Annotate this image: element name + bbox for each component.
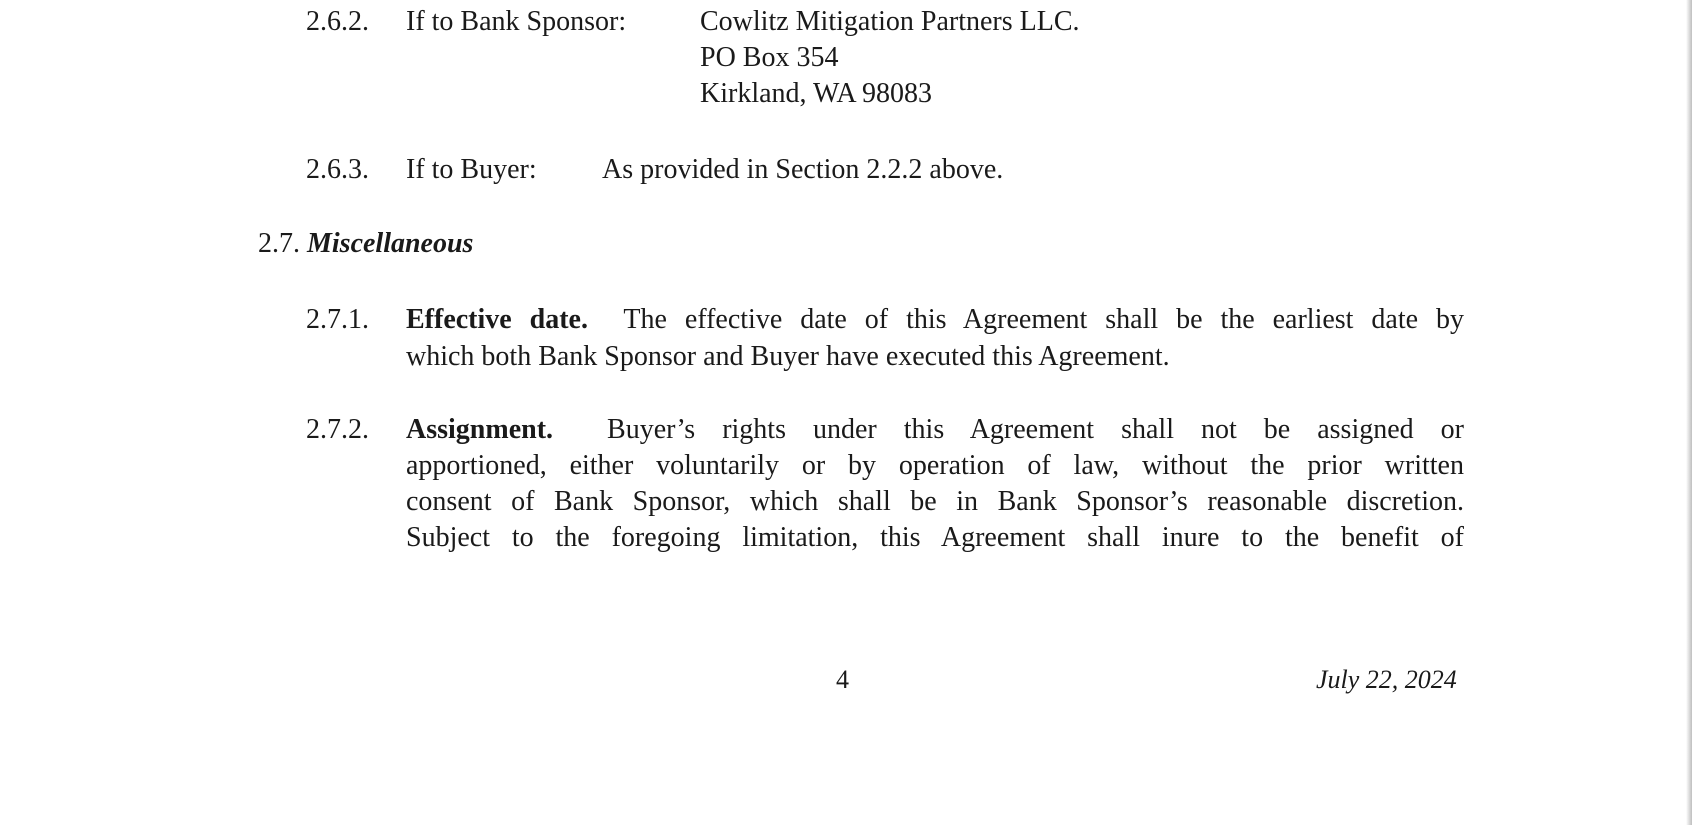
bank-sponsor-po-box: PO Box 354 xyxy=(700,42,839,73)
effective-date-line-2: which both Bank Sponsor and Buyer have executed this Agreement. xyxy=(406,341,1170,372)
page-number: 4 xyxy=(836,665,849,694)
effective-date-paragraph xyxy=(406,302,1464,338)
section-2-7-heading xyxy=(258,226,473,262)
section-title-miscellaneous: Miscellaneous xyxy=(307,228,474,259)
effective-date-heading: Effective date. xyxy=(406,304,588,335)
section-number-2-7-2: 2.7.2. xyxy=(306,414,369,445)
section-number-2-7-1: 2.7.1. xyxy=(306,304,369,335)
page-edge-shadow xyxy=(1686,0,1692,825)
bank-sponsor-city: Kirkland, WA 98083 xyxy=(700,78,933,109)
effective-date-line-1 xyxy=(406,302,1464,338)
buyer-address-text: As provided in Section 2.2.2 above. xyxy=(602,154,1004,185)
assignment-text-1: Buyer’s rights under this Agreement shall not be assigned or xyxy=(607,414,1464,445)
bank-sponsor-label: If to Bank Sponsor: xyxy=(406,6,627,37)
section-number-2-7: 2.7. xyxy=(258,228,300,259)
assignment-paragraph xyxy=(406,412,1464,556)
section-number-2-6-3: 2.6.3. xyxy=(306,154,369,185)
assignment-line-4: Subject to the foregoing limitation, this Agreement shall inure to the benefit of xyxy=(406,522,1464,553)
bank-sponsor-name: Cowlitz Mitigation Partners LLC. xyxy=(700,6,1080,37)
assignment-line-3: consent of Bank Sponsor, which shall be in Bank Sponsor’s reasonable discretion. xyxy=(406,486,1464,517)
assignment-line-1 xyxy=(406,412,1464,448)
buyer-label: If to Buyer: xyxy=(406,154,537,185)
footer-date: July 22, 2024 xyxy=(1316,665,1457,694)
section-number-2-6-2: 2.6.2. xyxy=(306,6,369,37)
assignment-heading: Assignment. xyxy=(406,414,554,445)
effective-date-text-1: The effective date of this Agreement shall be the earliest date by xyxy=(623,304,1464,335)
assignment-line-2: apportioned, either voluntarily or by operation of law, without the prior written xyxy=(406,450,1464,481)
